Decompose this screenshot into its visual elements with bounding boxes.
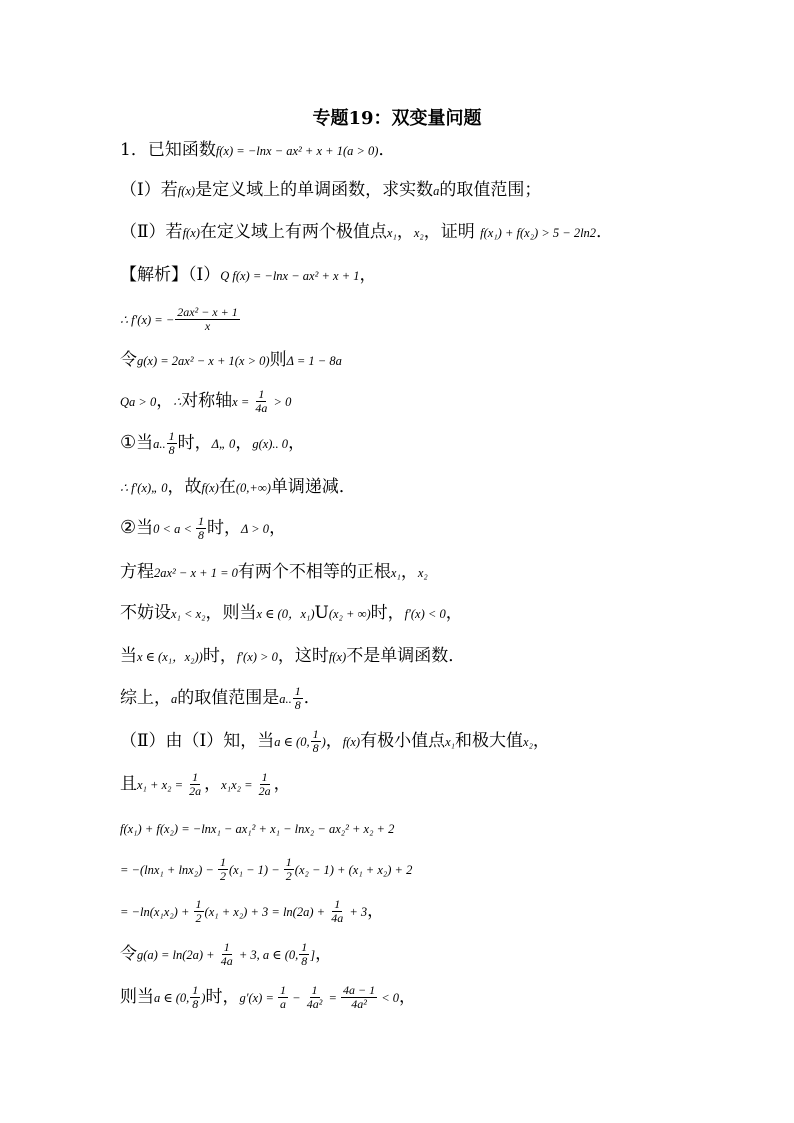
text-span: 当 <box>136 433 154 453</box>
fraction-numerator: 1 <box>280 983 287 997</box>
text-span: ，则当 <box>205 603 257 623</box>
fraction <box>219 941 235 968</box>
math-expression: Δ = 1 − 8a <box>286 354 342 368</box>
fraction-numerator: 1 <box>312 727 319 741</box>
math-expression: f(x) <box>201 481 219 495</box>
text-span: ， <box>156 391 174 411</box>
math-expression: x₁x₂ = <box>221 778 256 792</box>
math-expression: > 0 <box>270 395 292 409</box>
text-span: ， <box>204 774 222 794</box>
case-number: ① <box>120 432 137 453</box>
fraction <box>218 856 228 883</box>
text-span: ， <box>445 603 463 623</box>
text-span: ， <box>235 433 253 453</box>
math-expression: a.. <box>279 692 292 706</box>
text-span: 时， <box>205 987 240 1007</box>
text-span: ， <box>367 901 385 921</box>
math-expression: g(x) = 2ax² − x + 1(x > 0) <box>137 354 270 368</box>
text-line <box>120 644 465 669</box>
math-expression: f(x) <box>182 226 200 240</box>
math-expression: a ∈ (0, <box>274 735 310 749</box>
text-span: ． <box>303 688 321 708</box>
math-expression: (x₁ + x₂) + 3 = ln(2a) + <box>204 905 329 919</box>
fraction <box>194 898 204 925</box>
text-span: 有两个不相等的正根 <box>237 562 391 582</box>
fraction-denominator: 4a <box>255 401 268 415</box>
text-span: （Ⅱ）若 <box>120 222 183 242</box>
text-span: ， <box>315 944 333 964</box>
math-expression: + 3 <box>346 905 368 919</box>
text-line <box>120 816 394 841</box>
text-line <box>120 685 321 712</box>
fraction-denominator: 2a <box>258 784 271 798</box>
fraction <box>299 941 309 968</box>
page-title: 专题19：双变量问题 <box>312 108 482 129</box>
fraction-denominator: 4a <box>220 954 233 968</box>
math-expression: a.. <box>153 437 166 451</box>
fraction <box>190 984 200 1011</box>
fraction-numerator: 1 <box>334 897 341 911</box>
fraction <box>253 388 269 415</box>
fraction-numerator: 1 <box>168 429 175 443</box>
fraction-denominator: 2a <box>189 784 202 798</box>
text-span: 不是单调函数． <box>346 646 466 666</box>
math-expression: a <box>433 184 440 198</box>
text-line <box>120 771 291 798</box>
math-expression: f(x) = −lnx − ax² + x + 1(a > 0) <box>215 144 379 158</box>
math-expression: f(x) <box>328 650 347 664</box>
fraction <box>311 728 321 755</box>
fraction-denominator: 8 <box>294 698 301 712</box>
math-expression: x₁ <box>390 566 401 580</box>
text-line <box>120 263 377 288</box>
fraction-numerator: 4a − 1 <box>343 983 376 997</box>
fraction-denominator: a <box>280 997 287 1011</box>
text-span: 【解析】（Ⅰ） <box>120 265 221 285</box>
math-expression: Qa > 0 <box>120 395 157 409</box>
math-expression: ] <box>310 948 316 962</box>
text-span: ，故 <box>167 477 202 497</box>
fraction-numerator: 1 <box>192 983 199 997</box>
fraction <box>305 984 325 1011</box>
math-expression: f(x₁) + f(x₂) > 5 − 2ln2 <box>480 226 597 240</box>
math-expression: x₁ + x₂ = <box>137 778 187 792</box>
text-line <box>120 898 384 925</box>
math-expression: < 0 <box>378 991 400 1005</box>
fraction-numerator: 1 <box>301 940 308 954</box>
math-expression: 2ax² − x + 1 = 0 <box>154 566 238 580</box>
text-span: 时， <box>202 646 237 666</box>
math-expression: f(x₁) + f(x₂) = −lnx₁ − ax₁² + x₁ − lnx₂ − ax₂² + x₂ + 2 <box>120 822 395 836</box>
text-span: ， <box>399 987 417 1007</box>
math-expression: 0 < a < <box>153 522 196 536</box>
math-expression: (x₁ − 1) − <box>228 863 283 877</box>
math-expression: + 3, a ∈ (0, <box>235 948 299 962</box>
math-expression: f(x) <box>342 735 361 749</box>
math-expression: (x₂ + ∞) <box>328 607 371 621</box>
math-expression: ) <box>201 991 206 1005</box>
fraction <box>187 771 203 798</box>
fraction-denominator: 8 <box>301 954 308 968</box>
math-expression: x = <box>232 395 253 409</box>
text-line <box>120 728 550 755</box>
fraction-numerator: 2ax² − x + 1 <box>177 305 238 319</box>
math-expression: x ∈ (x₁，x₂)) <box>137 650 203 664</box>
text-span: 则当 <box>120 987 154 1007</box>
text-span: ， <box>400 562 418 582</box>
text-line <box>120 138 395 163</box>
math-expression: x₁ <box>386 226 397 240</box>
text-span: 在定义域上有两个极值点 <box>199 222 387 242</box>
fraction-denominator: 4a <box>331 911 344 925</box>
fraction-denominator: 2 <box>285 869 292 883</box>
text-span: （Ⅰ）若 <box>120 180 178 200</box>
fraction-denominator: 2 <box>219 869 226 883</box>
fraction-numerator: 1 <box>195 897 202 911</box>
text-span: 且 <box>120 774 137 794</box>
text-span: ． <box>596 222 614 242</box>
text-line <box>120 430 305 457</box>
text-span: 的取值范围是 <box>177 688 280 708</box>
fraction-denominator: 2 <box>195 911 202 925</box>
text-span: 令 <box>120 350 137 370</box>
case-number: ② <box>120 517 137 538</box>
text-span: （Ⅱ）由（Ⅰ）知，当 <box>120 731 275 751</box>
math-expression: f(x) <box>177 184 196 198</box>
text-span: ，证明 <box>423 222 481 242</box>
math-expression: Δ„ 0 <box>211 437 236 451</box>
math-expression: Q f(x) = −lnx − ax² + x + 1 <box>220 269 360 283</box>
text-span: ， <box>288 433 306 453</box>
text-line <box>120 306 241 333</box>
math-expression: g(x).. 0 <box>252 437 289 451</box>
text-span: U <box>314 603 329 623</box>
math-expression: f′(x) > 0 <box>236 650 278 664</box>
text-span: ， <box>269 518 287 538</box>
math-expression: g′(x) = <box>239 991 278 1005</box>
text-span: 在 <box>218 477 236 497</box>
fraction-numerator: 1 <box>285 855 292 869</box>
text-span: 和极大值 <box>455 731 524 751</box>
fraction-numerator: 1 <box>198 514 205 528</box>
text-span: ， <box>532 731 550 751</box>
text-span: 时， <box>207 518 242 538</box>
text-span: 有极小值点 <box>360 731 446 751</box>
math-expression: f′(x) < 0 <box>404 607 446 621</box>
math-expression: (x₂ − 1) + (x₁ + x₂) + 2 <box>294 863 413 877</box>
text-span: 当 <box>136 518 154 538</box>
fraction <box>175 306 239 333</box>
fraction-numerator: 1 <box>192 770 199 784</box>
fraction <box>293 685 303 712</box>
fraction-numerator: 1 <box>258 387 265 401</box>
math-expression: = −ln(x₁x₂) + <box>120 905 193 919</box>
fraction <box>167 430 177 457</box>
text-line <box>120 475 356 500</box>
math-expression: − <box>289 991 304 1005</box>
text-line <box>120 515 286 542</box>
text-line <box>120 178 541 203</box>
text-span: 时， <box>177 433 212 453</box>
fraction-denominator: 8 <box>312 741 319 755</box>
fraction-numerator: 1 <box>294 684 301 698</box>
text-line <box>120 856 412 883</box>
math-expression: g(a) = ln(2a) + <box>137 948 218 962</box>
fraction <box>284 856 294 883</box>
text-span: 是定义域上的单调函数，求实数 <box>195 180 434 200</box>
text-span: 则 <box>269 350 287 370</box>
text-line <box>120 560 428 585</box>
fraction-denominator: 4a² <box>306 997 323 1011</box>
fraction <box>278 984 288 1011</box>
math-expression: x₂ <box>417 566 428 580</box>
text-span: ， <box>273 774 291 794</box>
math-expression: x₂ <box>523 735 533 749</box>
math-expression: = <box>325 991 340 1005</box>
text-span: 令 <box>120 944 137 964</box>
fraction-numerator: 1 <box>223 940 230 954</box>
math-expression: x₁ < x₂ <box>171 607 206 621</box>
math-expression: a ∈ (0, <box>154 991 190 1005</box>
fraction-numerator: 1 <box>219 855 226 869</box>
text-line <box>120 220 613 245</box>
math-expression: = −(lnx₁ + lnx₂) − <box>120 863 217 877</box>
fraction <box>196 515 206 542</box>
fraction-denominator: 8 <box>198 528 205 542</box>
fraction <box>341 984 377 1011</box>
fraction-numerator: 1 <box>311 983 318 997</box>
text-span: ， <box>396 222 414 242</box>
text-span: ， <box>325 731 343 751</box>
text-line <box>120 941 332 968</box>
text-line <box>120 348 342 373</box>
math-expression: x₂ <box>413 226 424 240</box>
text-span: ． <box>378 140 396 160</box>
math-expression: ) <box>321 735 326 749</box>
text-span: 时， <box>370 603 405 623</box>
text-span: 综上， <box>120 688 171 708</box>
fraction-denominator: 4a² <box>351 997 367 1011</box>
math-expression: (0,+∞) <box>235 481 271 495</box>
math-expression: a <box>171 692 178 706</box>
text-span: 对称轴 <box>181 391 233 411</box>
math-expression: x ∈ (0，x₁) <box>256 607 315 621</box>
fraction-denominator: 8 <box>168 443 175 457</box>
text-span: 的取值范围； <box>439 180 542 200</box>
math-expression: ∴ f′(x) = − <box>120 313 175 327</box>
math-expression: ∴ f′(x)„ 0 <box>120 481 168 495</box>
text-span: 1．已知函数 <box>120 140 216 160</box>
text-span: 单调递减． <box>270 477 356 497</box>
text-line <box>120 984 416 1011</box>
math-expression: ∴ <box>173 395 182 409</box>
fraction-denominator: x <box>204 319 211 333</box>
fraction <box>257 771 273 798</box>
fraction <box>329 898 345 925</box>
text-span: 不妨设 <box>120 603 171 623</box>
math-expression: Δ > 0 <box>241 522 270 536</box>
text-span: 当 <box>120 646 137 666</box>
text-span: ， <box>359 265 377 285</box>
fraction-denominator: 8 <box>192 997 199 1011</box>
text-line <box>120 388 291 415</box>
text-line <box>120 601 463 626</box>
math-expression: x₁ <box>445 735 456 749</box>
text-span: 方程 <box>120 562 154 582</box>
fraction-numerator: 1 <box>261 770 268 784</box>
text-span: ，这时 <box>277 646 329 666</box>
